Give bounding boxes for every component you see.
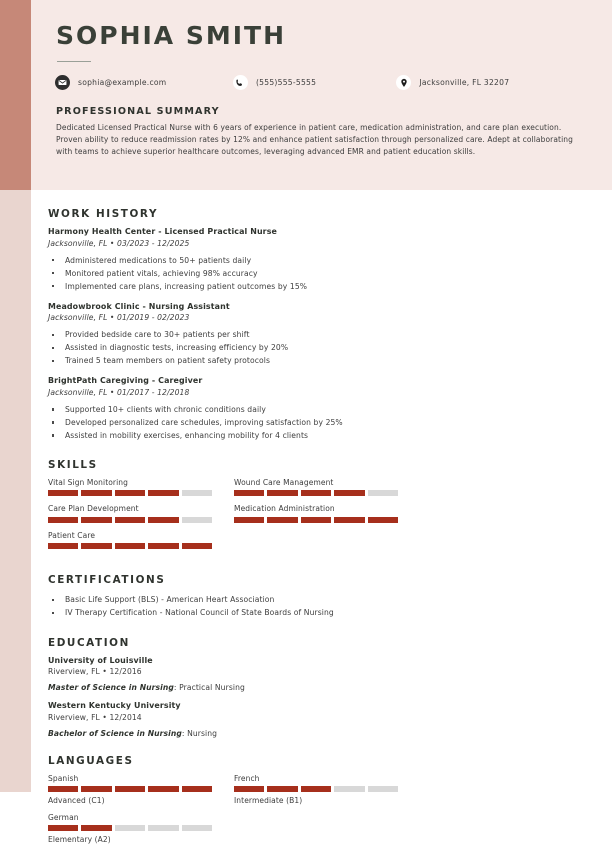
- skill-label: Wound Care Management: [234, 477, 334, 487]
- skill-meter: [234, 517, 398, 523]
- skill-item: [48, 531, 234, 550]
- phone-icon: [233, 75, 248, 90]
- work-entry: [48, 376, 588, 442]
- language-meter: [234, 786, 398, 792]
- section-title-education: EDUCATION: [48, 636, 130, 649]
- list-item: Trained 5 team members on patient safety protocols: [48, 354, 588, 367]
- list-item: Assisted in diagnostic tests, increasing efficiency by 20%: [48, 341, 588, 354]
- job-meta: Jacksonville, FL • 01/2019 - 02/2023: [48, 313, 190, 323]
- skill-meter: [234, 490, 398, 496]
- resume-header: [31, 0, 612, 190]
- language-item: [234, 774, 420, 805]
- email-icon: [55, 75, 70, 90]
- section-languages: [48, 738, 588, 852]
- language-item: [48, 774, 234, 805]
- resume-body: [31, 190, 612, 852]
- contact-phone[interactable]: [233, 75, 396, 90]
- contact-location-text: Jacksonville, FL 32207: [419, 78, 510, 88]
- skill-meter: [48, 490, 212, 496]
- meter-segment: [115, 543, 145, 549]
- education-degree-name: Master of Science in Nursing: [48, 683, 174, 693]
- list-item: Monitored patient vitals, achieving 98% accuracy: [48, 267, 588, 280]
- meter-segment: [267, 786, 297, 792]
- meter-segment: [234, 786, 264, 792]
- meter-segment: [48, 825, 78, 831]
- job-title: BrightPath Caregiving - Caregiver: [48, 376, 203, 386]
- language-proficiency: Intermediate (B1): [234, 795, 303, 805]
- meter-segment: [334, 517, 364, 523]
- section-title-skills: SKILLS: [48, 458, 98, 471]
- education-degree-field: : Practical Nursing: [173, 683, 245, 693]
- skill-item: [48, 504, 234, 523]
- list-item: Implemented care plans, increasing patient outcomes by 15%: [48, 280, 588, 293]
- skills-grid: [48, 478, 588, 558]
- skill-label: Vital Sign Monitoring: [48, 477, 129, 487]
- meter-segment: [48, 543, 78, 549]
- summary-text: Dedicated Licensed Practical Nurse with 6 years of experience in patient care, medication administration, and care plan execution. Proven ability to reduce readmission rates by 12% and enhance patient satisfaction through personalized care. Adept at collaborating with teams to achieve superior healthcare outcomes, leveraging advanced EMR and patient education skills.: [56, 123, 573, 157]
- certifications-list: [48, 593, 588, 619]
- education-school: University of Louisville: [48, 655, 153, 665]
- meter-segment: [182, 543, 212, 549]
- section-certifications: [48, 557, 588, 619]
- education-meta: Riverview, FL • 12/2016: [48, 667, 142, 677]
- meter-segment: [182, 825, 212, 831]
- meter-segment: [182, 786, 212, 792]
- section-skills: [48, 442, 588, 558]
- job-bullets: [48, 403, 588, 442]
- title-divider: [57, 61, 91, 63]
- meter-segment: [115, 786, 145, 792]
- languages-grid: [48, 774, 588, 852]
- education-degree-name: Bachelor of Science in Nursing: [48, 728, 182, 738]
- skill-label: Care Plan Development: [48, 504, 139, 514]
- contact-email[interactable]: [55, 75, 233, 90]
- job-bullets: [48, 328, 588, 367]
- section-title-certifications: CERTIFICATIONS: [48, 574, 166, 587]
- meter-segment: [148, 490, 178, 496]
- meter-segment: [148, 786, 178, 792]
- meter-segment: [81, 490, 111, 496]
- meter-segment: [115, 825, 145, 831]
- meter-segment: [81, 517, 111, 523]
- job-meta: Jacksonville, FL • 03/2023 - 12/2025: [48, 238, 190, 248]
- job-meta: Jacksonville, FL • 01/2017 - 12/2018: [48, 387, 190, 397]
- skill-item: [234, 504, 420, 523]
- meter-segment: [148, 825, 178, 831]
- skill-meter: [48, 517, 212, 523]
- skill-label: Patient Care: [48, 530, 96, 540]
- skill-label: Medication Administration: [234, 504, 335, 514]
- meter-segment: [182, 517, 212, 523]
- meter-segment: [148, 517, 178, 523]
- meter-segment: [115, 517, 145, 523]
- section-title-languages: LANGUAGES: [48, 754, 134, 767]
- list-item: Supported 10+ clients with chronic conditions daily: [48, 403, 588, 416]
- meter-segment: [234, 490, 264, 496]
- education-meta: Riverview, FL • 12/2014: [48, 712, 142, 722]
- skill-meter: [48, 543, 212, 549]
- education-degree: [48, 729, 588, 738]
- list-item: IV Therapy Certification - National Council of State Boards of Nursing: [48, 606, 588, 619]
- language-proficiency: Elementary (A2): [48, 834, 111, 844]
- language-label: German: [48, 812, 79, 822]
- section-title-work-history: WORK HISTORY: [48, 208, 159, 220]
- meter-segment: [334, 490, 364, 496]
- meter-segment: [81, 825, 111, 831]
- meter-segment: [267, 490, 297, 496]
- contact-row: [55, 75, 578, 90]
- meter-segment: [81, 543, 111, 549]
- list-item: Administered medications to 50+ patients daily: [48, 254, 588, 267]
- meter-segment: [48, 490, 78, 496]
- education-entry: [48, 656, 588, 693]
- meter-segment: [48, 517, 78, 523]
- list-item: Provided bedside care to 30+ patients per shift: [48, 328, 588, 341]
- meter-segment: [148, 543, 178, 549]
- language-proficiency: Advanced (C1): [48, 795, 105, 805]
- language-meter: [48, 825, 212, 831]
- list-item: Assisted in mobility exercises, enhancing mobility for 4 clients: [48, 429, 588, 442]
- job-title: Harmony Health Center - Licensed Practical Nurse: [48, 227, 277, 236]
- meter-segment: [301, 517, 331, 523]
- education-school: Western Kentucky University: [48, 701, 181, 711]
- meter-segment: [334, 786, 364, 792]
- skill-item: [48, 478, 234, 497]
- meter-segment: [81, 786, 111, 792]
- meter-segment: [301, 786, 331, 792]
- education-degree: [48, 683, 588, 692]
- job-title: Meadowbrook Clinic - Nursing Assistant: [48, 301, 230, 311]
- location-icon: [396, 75, 411, 90]
- meter-segment: [368, 490, 398, 496]
- section-title-summary: PROFESSIONAL SUMMARY: [56, 106, 220, 118]
- section-work-history: [48, 190, 588, 442]
- language-item: [48, 813, 234, 844]
- meter-segment: [368, 786, 398, 792]
- meter-segment: [234, 517, 264, 523]
- language-label: French: [234, 773, 260, 783]
- page-title: SOPHIA SMITH: [56, 21, 287, 50]
- job-bullets: [48, 254, 588, 293]
- meter-segment: [301, 490, 331, 496]
- work-entry: [48, 227, 588, 293]
- left-accent-band-dark: [0, 0, 31, 190]
- section-education: [48, 620, 588, 738]
- contact-location[interactable]: [396, 75, 578, 90]
- meter-segment: [115, 490, 145, 496]
- contact-email-text: sophia@example.com: [78, 78, 167, 88]
- education-entry: [48, 701, 588, 738]
- skill-item: [234, 478, 420, 497]
- meter-segment: [48, 786, 78, 792]
- language-label: Spanish: [48, 773, 79, 783]
- work-entry: [48, 302, 588, 368]
- education-degree-field: : Nursing: [181, 728, 218, 738]
- meter-segment: [267, 517, 297, 523]
- contact-phone-text: (555)555-5555: [255, 78, 317, 88]
- language-meter: [48, 786, 212, 792]
- meter-segment: [182, 490, 212, 496]
- list-item: Developed personalized care schedules, improving satisfaction by 25%: [48, 416, 588, 429]
- meter-segment: [368, 517, 398, 523]
- list-item: Basic Life Support (BLS) - American Heart Association: [48, 593, 588, 606]
